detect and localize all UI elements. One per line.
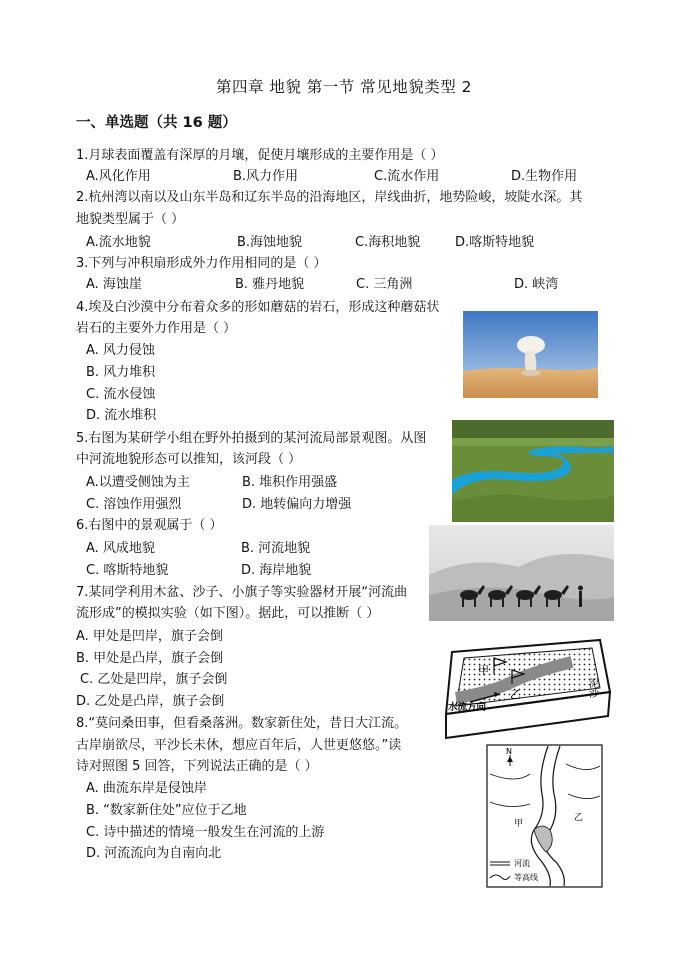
fig7-label-yi: 乙 [510, 688, 521, 701]
q3-option-a: A. 海蚀崖 [86, 277, 142, 292]
q2-option-d: D.喀斯特地貌 [455, 235, 535, 250]
question-5-stem-line1: 5.右图为某研学小组在野外拍摄到的某河流局部景观图。从图 [76, 431, 427, 446]
q3-option-b: B. 雅丹地貌 [235, 277, 305, 292]
mushroom-rock-photo [463, 311, 598, 398]
q3-option-c: C. 三角洲 [356, 277, 413, 292]
fig7-sand-label: 泥沙 [586, 678, 598, 698]
q2-option-b: B.海蚀地貌 [237, 235, 303, 250]
section-heading: 一、单选题（共 16 题） [76, 115, 237, 131]
q7-option-c: C. 乙处是凹岸，旗子会倒 [80, 672, 228, 687]
fig8-legend-river: 河流 [514, 859, 530, 868]
question-1-stem: 1.月球表面覆盖有深厚的月壤，促使月壤形成的主要作用是（ ） [76, 148, 444, 163]
question-2-stem-line1: 2.杭州湾以南以及山东半岛和辽东半岛的沿海地区，岸线曲折，地势险峻，坡陡水深。其 [76, 190, 583, 205]
fig8-legend-contour: 等高线 [514, 873, 538, 882]
q5-option-c: C. 溶蚀作用强烈 [86, 497, 182, 512]
question-2-stem-line2: 地貌类型属于（ ） [76, 212, 185, 227]
q7-option-d: D. 乙处是凸岸，旗子会倒 [76, 694, 225, 709]
q7-option-a: A. 甲处是凹岸，旗子会倒 [76, 629, 223, 644]
q4-option-a: A. 风力侵蚀 [86, 343, 155, 358]
q1-option-a: A.风化作用 [86, 169, 151, 184]
q2-option-a: A.流水地貌 [86, 235, 151, 250]
question-4-stem-line2: 岩石的主要外力作用是（ ） [76, 321, 237, 336]
fig7-flow-label: 水流方向 [448, 702, 487, 713]
q6-option-c: C. 喀斯特地貌 [86, 563, 169, 578]
question-5-stem-line2: 中河流地貌形态可以推知，该河段（ ） [76, 452, 302, 467]
q4-option-d: D. 流水堆积 [86, 408, 157, 423]
q1-option-c: C.流水作用 [374, 169, 440, 184]
q4-option-b: B. 风力堆积 [86, 365, 156, 380]
desert-caravan-photo [429, 525, 614, 621]
fig7-label-jia: 甲 [478, 664, 489, 677]
fig8-label-jia: 甲 [514, 819, 524, 829]
question-8-stem-line1: 8.“莫问桑田事，但看桑落洲。数家新住处，昔日大江流。 [76, 716, 408, 731]
q1-option-d: D.生物作用 [511, 169, 578, 184]
sand-tray-diagram [442, 632, 614, 742]
river-contour-map [486, 744, 603, 888]
q8-option-a: A. 曲流东岸是侵蚀岸 [86, 781, 207, 796]
page-title: 第四章 地貌 第一节 常见地貌类型 2 [215, 78, 473, 96]
fig8-north-label: N [506, 747, 512, 756]
q6-option-d: D. 海岸地貌 [241, 563, 312, 578]
q5-option-a: A.以遭受侧蚀为主 [86, 475, 190, 490]
q8-option-d: D. 河流流向为自南向北 [86, 846, 222, 861]
q7-option-b: B. 甲处是凸岸，旗子会倒 [76, 651, 224, 666]
q3-option-d: D. 峡湾 [514, 277, 559, 292]
question-7-stem-line2: 流形成”的模拟实验（如下图）。据此，可以推断（ ） [76, 606, 380, 621]
q6-option-b: B. 河流地貌 [241, 541, 311, 556]
q4-option-c: C. 流水侵蚀 [86, 387, 156, 402]
q8-option-c: C. 诗中描述的情境一般发生在河流的上游 [86, 825, 325, 840]
fig8-label-yi: 乙 [574, 813, 584, 823]
question-7-stem-line1: 7.某同学利用木盆、沙子、小旗子等实验器材开展“河流曲 [76, 585, 408, 600]
question-6-stem: 6.右图中的景观属于（ ） [76, 518, 223, 533]
meandering-river-photo [452, 420, 614, 522]
question-8-stem-line2: 古岸崩欲尽，平沙长未休，想应百年后，人世更悠悠。”读 [76, 738, 402, 753]
question-3-stem: 3.下列与冲积扇形成外力作用相同的是（ ） [76, 256, 327, 271]
q5-option-b: B. 堆积作用强盛 [242, 475, 338, 490]
q2-option-c: C.海积地貌 [355, 235, 421, 250]
question-8-stem-line3: 诗对照图 5 回答，下列说法正确的是（ ） [76, 759, 318, 774]
q5-option-d: D. 地转偏向力增强 [242, 497, 352, 512]
q8-option-b: B. “数家新住处”应位于乙地 [86, 803, 247, 818]
q6-option-a: A. 风成地貌 [86, 541, 155, 556]
question-4-stem-line1: 4.埃及白沙漠中分布着众多的形如蘑菇的岩石，形成这种蘑菇状 [76, 300, 440, 315]
q1-option-b: B.风力作用 [233, 169, 299, 184]
